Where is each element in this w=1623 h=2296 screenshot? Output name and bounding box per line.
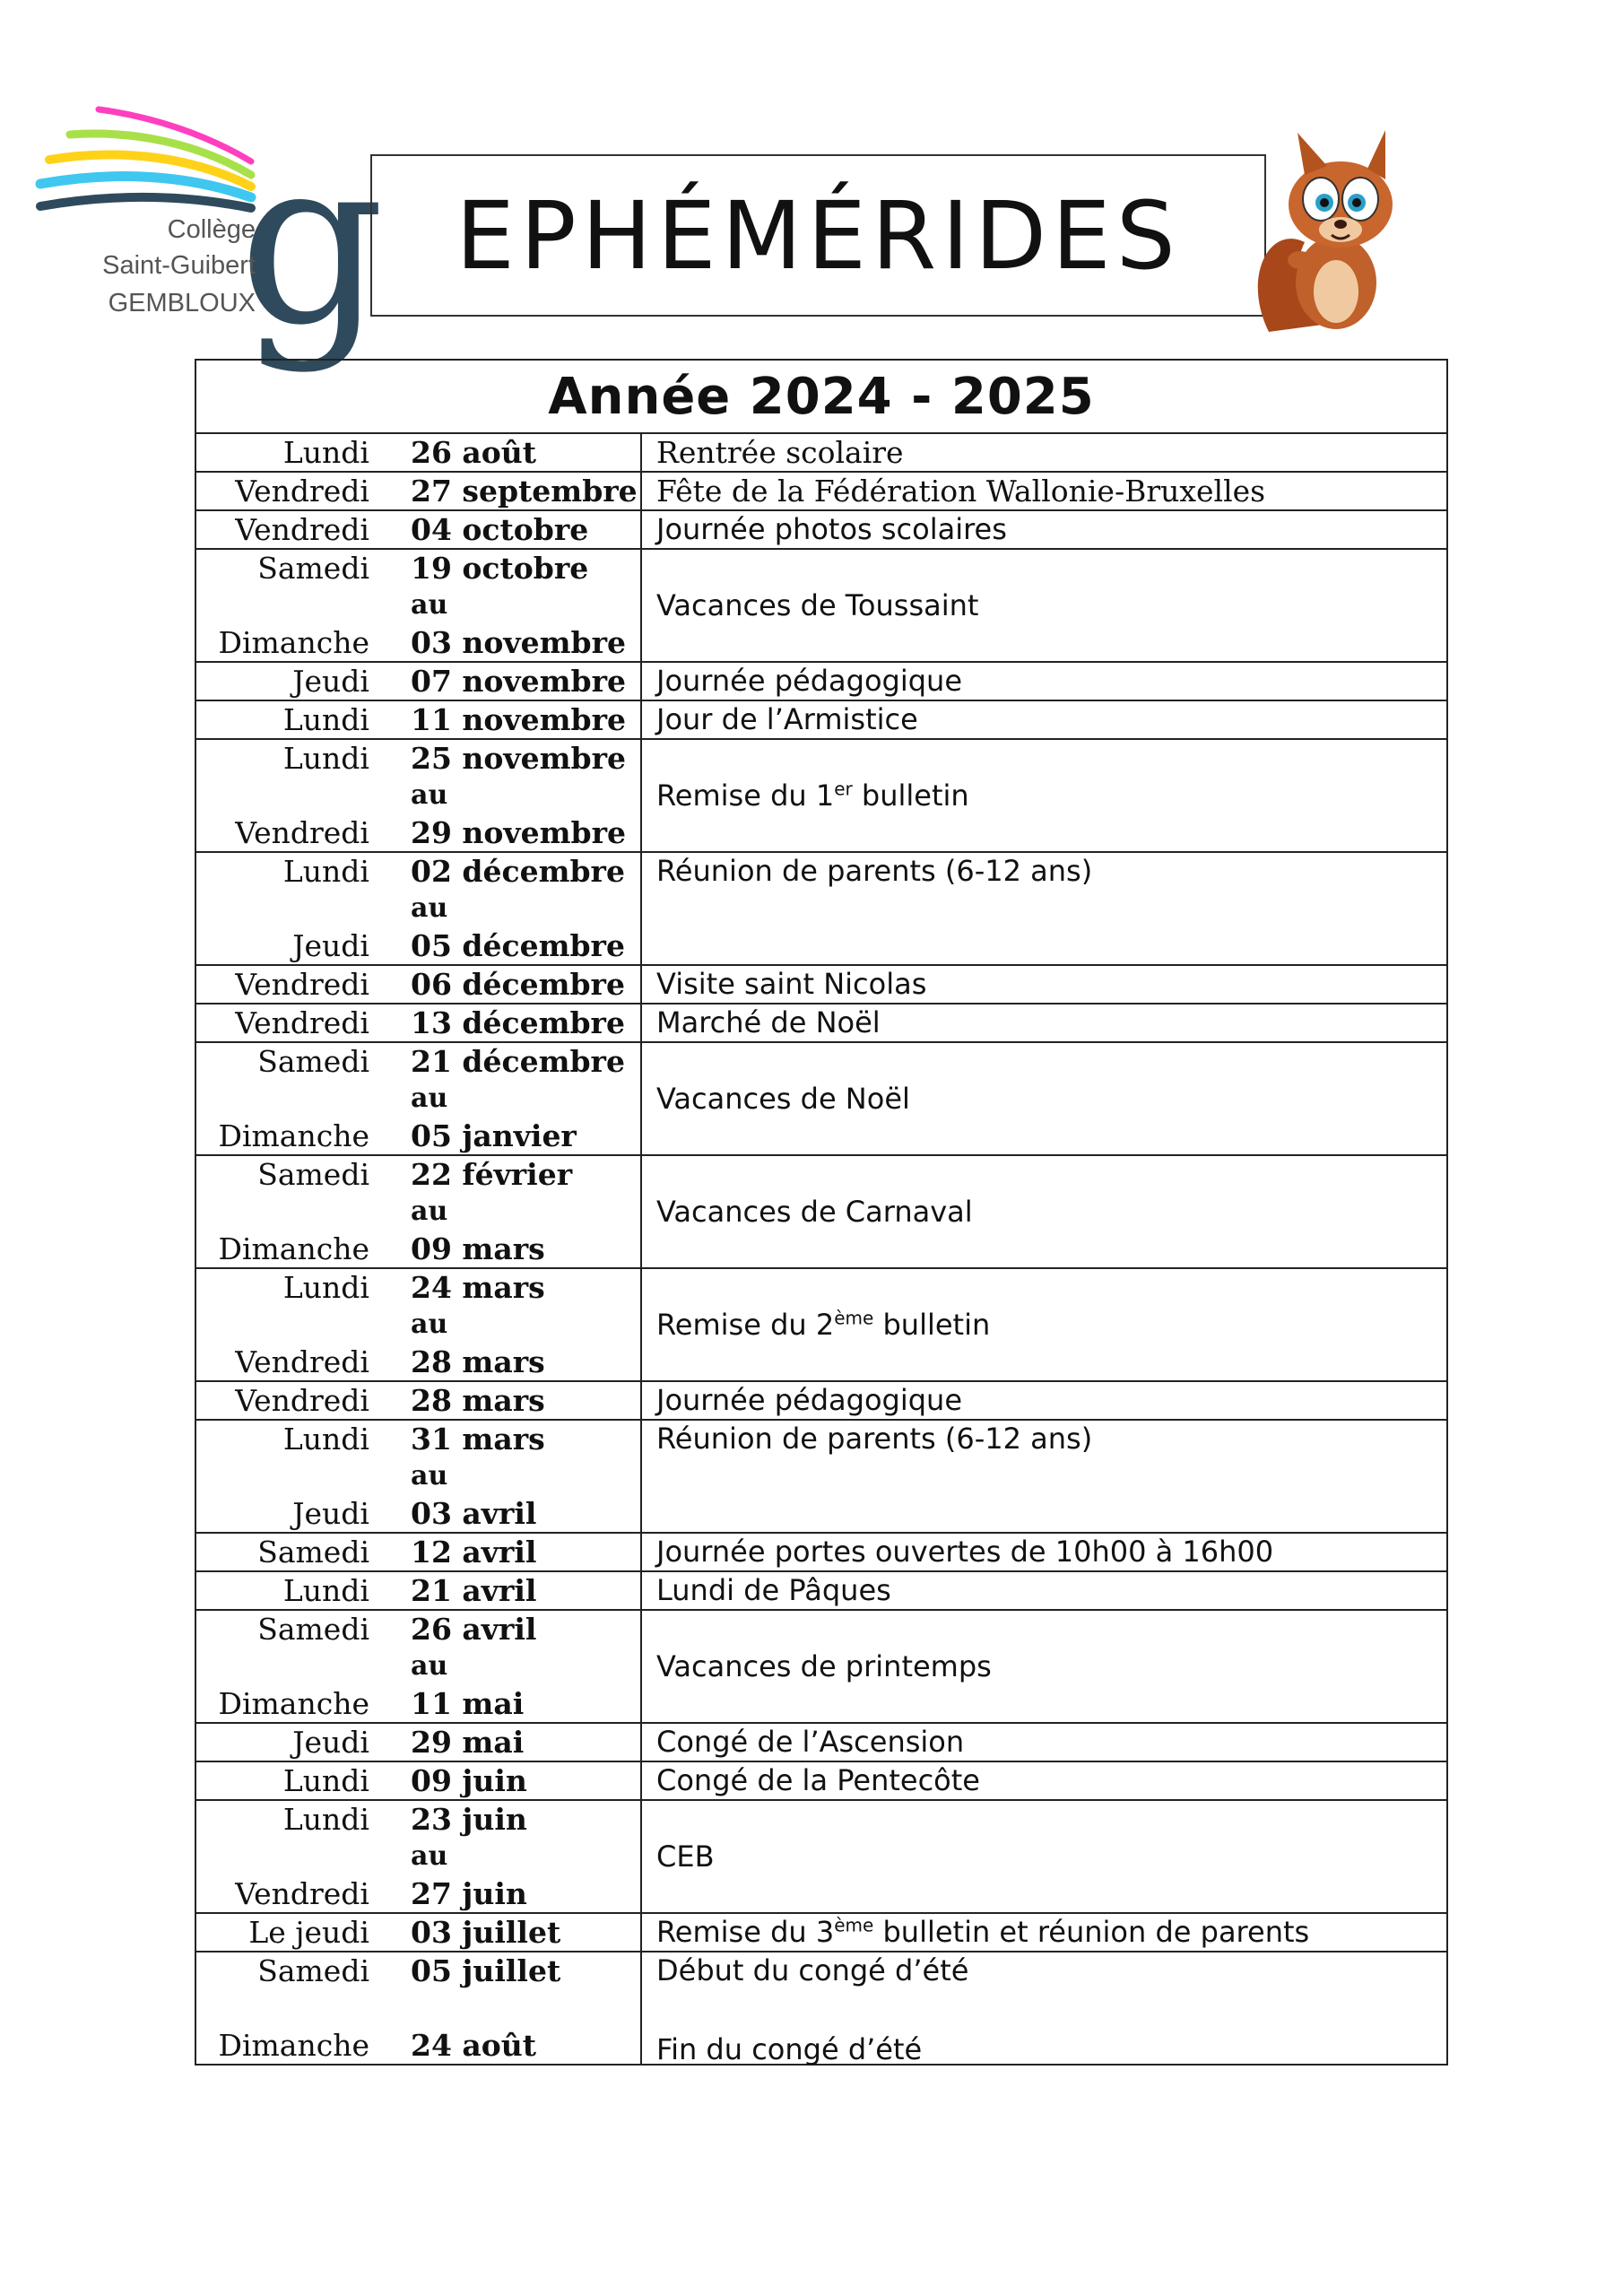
spacer — [196, 1193, 369, 1231]
start-date: 26 août — [411, 435, 537, 470]
table-row — [195, 1723, 1447, 1761]
event-cell — [641, 1420, 1447, 1533]
end-day: Dimanche — [218, 1118, 369, 1153]
end-day: Jeudi — [292, 1496, 369, 1531]
range-connector: au — [411, 1650, 448, 1682]
day-cell — [195, 965, 398, 1004]
event-text: Vacances de Toussaint — [656, 588, 979, 622]
start-date: 03 juillet — [411, 1915, 561, 1950]
event-label — [656, 1195, 973, 1229]
date-cell — [398, 1571, 641, 1610]
date-cell — [398, 1042, 641, 1155]
date-cell — [398, 1155, 641, 1268]
event-label — [656, 1082, 910, 1116]
start-date: 23 juin — [411, 1802, 527, 1837]
table-row — [195, 1952, 1447, 2065]
table-row — [195, 472, 1447, 510]
date-cell — [398, 1913, 641, 1952]
table-row — [195, 852, 1447, 965]
event-cell — [641, 1381, 1447, 1420]
start-date: 13 décembre — [411, 1005, 625, 1040]
event-box — [656, 550, 1446, 661]
start-day: Lundi — [282, 741, 369, 776]
end-date: 27 juin — [411, 1876, 527, 1911]
squirrel-icon — [1251, 126, 1426, 336]
end-day: Dimanche — [218, 1686, 369, 1721]
event-ordinal: er — [834, 778, 853, 800]
event-end-text: Fin du congé d’été — [656, 2032, 923, 2066]
event-line — [656, 1914, 1446, 1951]
event-line — [656, 966, 1446, 1003]
event-text: Réunion de parents (6-12 ans) — [656, 854, 1093, 888]
event-cell — [641, 472, 1447, 510]
start-date: 04 octobre — [411, 512, 589, 547]
start-day: Samedi — [257, 551, 369, 586]
event-label — [656, 1725, 964, 1759]
start-date: 26 avril — [411, 1612, 537, 1647]
title-box — [370, 154, 1266, 317]
end-date: 28 mars — [411, 1344, 545, 1379]
day-cell — [195, 700, 398, 739]
date-cell — [398, 1420, 641, 1533]
end-date: 24 août — [411, 2028, 537, 2063]
spacer — [196, 1989, 369, 2027]
event-label — [656, 1535, 1273, 1569]
table-row — [195, 1610, 1447, 1723]
table-row — [195, 549, 1447, 662]
day-cell — [195, 1610, 398, 1723]
table-row — [195, 1800, 1447, 1913]
end-day: Dimanche — [218, 625, 369, 660]
start-date: 24 mars — [411, 1270, 545, 1305]
event-text: Remise du 2 — [656, 1308, 835, 1342]
day-cell — [195, 1571, 398, 1610]
table-row — [195, 739, 1447, 852]
event-cell — [641, 965, 1447, 1004]
end-date: 09 mars — [411, 1231, 545, 1266]
event-cell — [641, 1004, 1447, 1042]
day-cell — [195, 1042, 398, 1155]
start-day: Lundi — [282, 702, 369, 737]
event-text: CEB — [656, 1839, 715, 1874]
start-day: Jeudi — [292, 664, 369, 699]
event-label — [656, 854, 1092, 888]
start-day: Vendredi — [235, 1005, 369, 1040]
spacer — [196, 890, 369, 927]
event-text: Vacances de Carnaval — [656, 1195, 973, 1229]
start-date: 19 octobre — [411, 551, 589, 586]
event-line — [656, 1762, 1446, 1799]
start-date: 25 novembre — [411, 741, 626, 776]
day-cell — [195, 433, 398, 472]
year-heading-row — [195, 360, 1447, 433]
date-cell — [398, 1723, 641, 1761]
logo-line-city: GEMBLOUX — [108, 289, 256, 317]
day-cell — [195, 549, 398, 662]
start-day: Lundi — [282, 1270, 369, 1305]
table-row — [195, 1381, 1447, 1420]
event-text: Jour de l’Armistice — [656, 702, 918, 736]
event-line — [656, 1572, 1446, 1609]
event-text: Réunion de parents (6-12 ans) — [656, 1422, 1093, 1456]
calendar-table — [195, 359, 1448, 2066]
event-text: Journée pédagogique — [656, 664, 963, 698]
event-label — [656, 1839, 715, 1874]
start-date: 09 juin — [411, 1763, 527, 1798]
event-line — [656, 1952, 1446, 1989]
event-cell — [641, 510, 1447, 549]
event-cell — [641, 1913, 1447, 1952]
start-day: Jeudi — [292, 1725, 369, 1760]
event-text: Fête de la Fédération Wallonie-Bruxelles — [656, 474, 1266, 509]
event-line — [656, 663, 1446, 700]
table-row — [195, 1761, 1447, 1800]
logo-line-college: Collège — [167, 215, 256, 244]
range-connector: au — [411, 589, 448, 621]
table-row — [195, 700, 1447, 739]
college-logo — [36, 99, 386, 376]
event-text: Journée photos scolaires — [656, 512, 1007, 546]
start-day: Lundi — [282, 1763, 369, 1798]
event-line — [656, 1724, 1446, 1761]
event-line — [656, 511, 1446, 548]
spacer — [196, 777, 369, 814]
date-cell — [398, 472, 641, 510]
event-text: Congé de l’Ascension — [656, 1725, 965, 1759]
table-row — [195, 1533, 1447, 1571]
date-cell — [398, 1610, 641, 1723]
start-day: Vendredi — [235, 1383, 369, 1418]
day-cell — [195, 852, 398, 965]
start-date: 21 décembre — [411, 1044, 625, 1079]
event-line — [656, 853, 1446, 890]
event-text: Remise du 3 — [656, 1915, 835, 1949]
day-cell — [195, 1952, 398, 2065]
year-heading: Année 2024 - 2025 — [195, 360, 1447, 433]
table-row — [195, 1004, 1447, 1042]
day-cell — [195, 1723, 398, 1761]
spacer — [656, 1989, 1446, 2027]
end-day: Vendredi — [235, 1344, 369, 1379]
end-day: Dimanche — [218, 2028, 369, 2063]
event-label — [656, 664, 962, 698]
start-date: 06 décembre — [411, 967, 625, 1002]
start-day: Lundi — [282, 1422, 369, 1457]
date-cell — [398, 700, 641, 739]
table-row — [195, 433, 1447, 472]
date-cell — [398, 965, 641, 1004]
event-line — [656, 701, 1446, 738]
event-cell — [641, 662, 1447, 700]
event-text-tail: bulletin — [873, 1308, 991, 1342]
table-row — [195, 1155, 1447, 1268]
table-row — [195, 662, 1447, 700]
event-label — [656, 778, 969, 813]
date-cell — [398, 1268, 641, 1381]
event-box — [656, 1611, 1446, 1722]
day-cell — [195, 739, 398, 852]
end-date: 05 janvier — [411, 1118, 577, 1153]
day-cell — [195, 1420, 398, 1533]
event-cell — [641, 739, 1447, 852]
date-cell — [398, 549, 641, 662]
table-row — [195, 1420, 1447, 1533]
start-day: Vendredi — [235, 512, 369, 547]
event-label — [656, 1915, 1309, 1949]
start-date: 02 décembre — [411, 854, 625, 889]
start-day: Lundi — [282, 1802, 369, 1837]
spacer — [196, 1648, 369, 1685]
start-date: 27 septembre — [411, 474, 638, 509]
date-cell — [398, 662, 641, 700]
event-cell — [641, 1533, 1447, 1571]
event-cell — [641, 700, 1447, 739]
event-box — [656, 1269, 1446, 1380]
event-ordinal: ème — [834, 1307, 874, 1329]
date-cell — [398, 433, 641, 472]
event-cell — [641, 1571, 1447, 1610]
start-date: 07 novembre — [411, 664, 626, 699]
event-cell — [641, 1723, 1447, 1761]
logo-g-letter: g — [239, 109, 386, 376]
start-day: Le jeudi — [248, 1915, 369, 1950]
day-cell — [195, 1533, 398, 1571]
event-cell — [641, 1268, 1447, 1381]
event-line — [656, 1004, 1446, 1041]
event-label — [656, 435, 904, 470]
event-line — [656, 1421, 1446, 1457]
end-day: Jeudi — [292, 928, 369, 963]
event-text: Remise du 1 — [656, 778, 835, 813]
start-date: 22 février — [411, 1157, 573, 1192]
spacer — [196, 1838, 369, 1875]
table-row — [195, 1042, 1447, 1155]
event-cell — [641, 1610, 1447, 1723]
start-day: Lundi — [282, 435, 369, 470]
event-ordinal: ème — [834, 1914, 874, 1936]
event-text: Visite saint Nicolas — [656, 967, 927, 1001]
event-line — [656, 473, 1446, 509]
event-text-tail: bulletin — [852, 778, 969, 813]
event-label — [656, 1308, 990, 1342]
event-cell — [641, 1155, 1447, 1268]
event-cell — [641, 1800, 1447, 1913]
spacer — [196, 1306, 369, 1344]
start-date: 11 novembre — [411, 702, 626, 737]
start-day: Vendredi — [235, 967, 369, 1002]
date-cell — [398, 739, 641, 852]
event-cell — [641, 433, 1447, 472]
date-cell — [398, 1004, 641, 1042]
event-box — [656, 1043, 1446, 1154]
end-day: Vendredi — [235, 815, 369, 850]
start-date: 28 mars — [411, 1383, 545, 1418]
event-text: Journée portes ouvertes de 10h00 à 16h00 — [656, 1535, 1274, 1569]
end-date: 03 novembre — [411, 625, 626, 660]
start-day: Samedi — [257, 1612, 369, 1647]
event-cell — [641, 1042, 1447, 1155]
day-cell — [195, 1381, 398, 1420]
start-day: Samedi — [257, 1157, 369, 1192]
day-cell — [195, 1268, 398, 1381]
event-text: Congé de la Pentecôte — [656, 1763, 980, 1797]
event-line — [656, 1534, 1446, 1570]
event-cell — [641, 852, 1447, 965]
event-label — [656, 1422, 1092, 1456]
table-row — [195, 510, 1447, 549]
start-day: Samedi — [257, 1953, 369, 1988]
start-date: 05 juillet — [411, 1953, 561, 1988]
range-connector — [411, 1989, 640, 2027]
date-cell — [398, 1761, 641, 1800]
page-title: EPHÉMÉRIDES — [456, 180, 1181, 291]
end-day: Dimanche — [218, 1231, 369, 1266]
event-label — [656, 474, 1265, 509]
event-line — [656, 434, 1446, 471]
event-label — [656, 1649, 992, 1683]
day-cell — [195, 1761, 398, 1800]
range-connector: au — [411, 1840, 448, 1872]
date-cell — [398, 1533, 641, 1571]
date-cell — [398, 852, 641, 965]
date-cell — [398, 1952, 641, 2065]
start-date: 31 mars — [411, 1422, 545, 1457]
event-box — [656, 740, 1446, 851]
table-row — [195, 1913, 1447, 1952]
event-text: Vacances de printemps — [656, 1649, 992, 1683]
event-cell — [641, 549, 1447, 662]
event-text: Vacances de Noël — [656, 1082, 910, 1116]
event-line — [656, 1382, 1446, 1419]
event-box — [656, 1801, 1446, 1912]
day-cell — [195, 1913, 398, 1952]
end-date: 03 avril — [411, 1496, 537, 1531]
event-text: Rentrée scolaire — [656, 435, 904, 470]
end-date: 11 mai — [411, 1686, 525, 1721]
event-text: Début du congé d’été — [656, 1953, 969, 1987]
event-label — [656, 1953, 968, 1987]
event-label — [656, 1763, 980, 1797]
end-date: 05 décembre — [411, 928, 625, 963]
logo-line-name: Saint-Guibert — [102, 251, 256, 280]
event-text-tail: bulletin et réunion de parents — [873, 1915, 1310, 1949]
event-label — [656, 1573, 891, 1607]
event-cell — [641, 1761, 1447, 1800]
range-connector: au — [411, 1083, 448, 1114]
event-label — [656, 588, 978, 622]
start-day: Lundi — [282, 854, 369, 889]
day-cell — [195, 472, 398, 510]
day-cell — [195, 1800, 398, 1913]
event-text: Journée pédagogique — [656, 1383, 963, 1417]
start-day: Vendredi — [235, 474, 369, 509]
day-cell — [195, 510, 398, 549]
event-text: Marché de Noël — [656, 1005, 881, 1039]
event-box — [656, 1156, 1446, 1267]
range-connector: au — [411, 1196, 448, 1227]
start-date: 12 avril — [411, 1535, 537, 1570]
day-cell — [195, 1155, 398, 1268]
table-row — [195, 1268, 1447, 1381]
event-label — [656, 967, 926, 1001]
date-cell — [398, 1381, 641, 1420]
event-label — [656, 702, 918, 736]
start-day: Samedi — [257, 1044, 369, 1079]
event-label — [656, 1383, 962, 1417]
date-cell — [398, 510, 641, 549]
date-cell — [398, 1800, 641, 1913]
spacer — [196, 1080, 369, 1118]
spacer — [196, 587, 369, 624]
range-connector: au — [411, 1460, 448, 1492]
event-text: Lundi de Pâques — [656, 1573, 891, 1607]
table-row — [195, 1571, 1447, 1610]
end-day: Vendredi — [235, 1876, 369, 1911]
event-label — [656, 1005, 881, 1039]
range-connector: au — [411, 1309, 448, 1340]
start-date: 21 avril — [411, 1573, 537, 1608]
end-date: 29 novembre — [411, 815, 626, 850]
range-connector: au — [411, 779, 448, 811]
event-label — [656, 512, 1007, 546]
table-row — [195, 965, 1447, 1004]
start-day: Lundi — [282, 1573, 369, 1608]
day-cell — [195, 1004, 398, 1042]
spacer — [196, 1457, 369, 1495]
start-date: 29 mai — [411, 1725, 525, 1760]
day-cell — [195, 662, 398, 700]
range-connector: au — [411, 892, 448, 924]
event-cell — [641, 1952, 1447, 2065]
start-day: Samedi — [257, 1535, 369, 1570]
